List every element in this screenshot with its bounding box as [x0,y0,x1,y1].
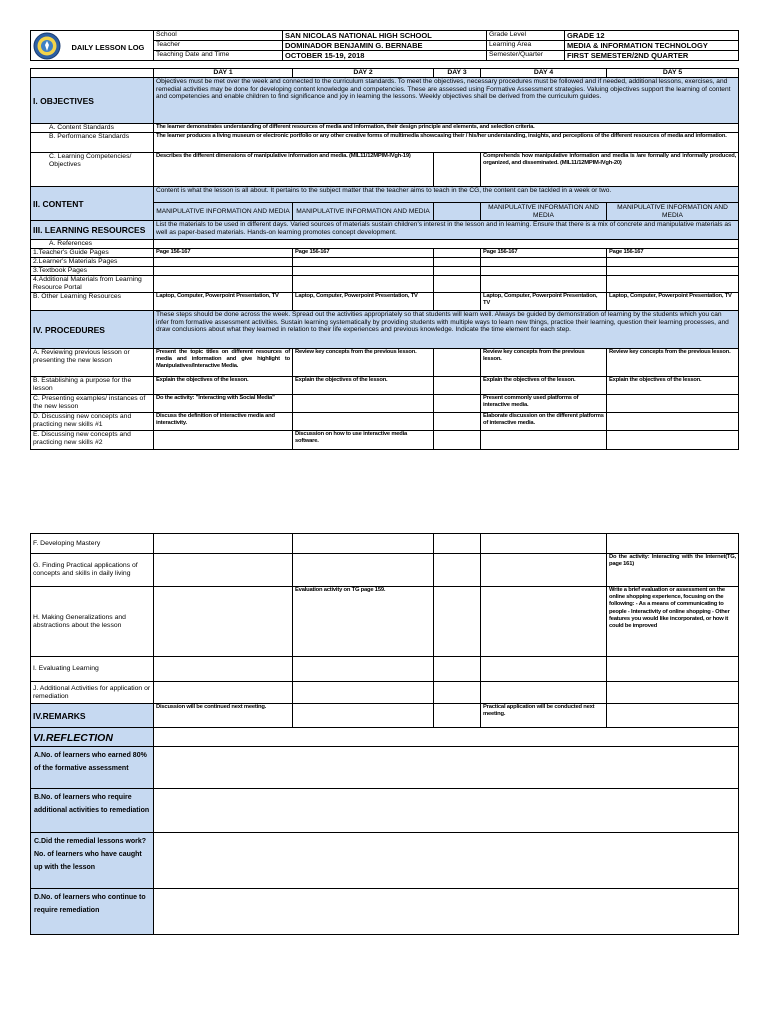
proc-g-day-1 [154,554,293,587]
procedures-info: These steps should be done across the week. Spread out the activities appropriately so that students will learn well. Always be guided by demonstration of learning by the students which you can infer from formative assessment activities. Sustain learning systematically by providing students with multiple ways to learn new things, practice their learning, question their learning processes, and draw conclusions about what they learned in relation to their life experiences and previous knowledge. Indicate the time element for each step. [154,311,739,349]
reflection-c-value [154,833,739,889]
content-title: II. CONTENT [31,187,154,221]
reflection-cell [154,728,739,747]
proc-h-day-5: Write a brief evaluation or assessment on the online shopping experience, focusing on the following: - As a means of communicating to people - Interactivity of online shopping - Other features you would like incorporated, or how it could be improved [607,587,739,657]
procedures-title: IV. PROCEDURES [31,311,154,349]
proc-g-label: G. Finding Practical applications of concepts and skills in daily living [31,554,154,587]
tb-day-3 [434,267,481,276]
learners-materials-label: 2.Learner's Materials Pages [31,258,154,267]
daily-lesson-log-title: DAILY LESSON LOG [71,42,145,52]
proc-b-day-3 [434,377,481,395]
day-2-header: DAY 2 [293,69,434,78]
proc-g-day-5: Do the activity: Interacting with the Internet(TG, page 161) [607,554,739,587]
learning-resources-title: III. LEARNING RESOURCES [31,221,154,240]
grade-level-label: Grade Level [487,31,565,41]
proc-b-day-4: Explain the objectives of the lesson. [481,377,607,395]
add-day-3 [434,276,481,293]
other-day-1: Laptop, Computer, Powerpoint Presentation, TV [154,293,293,311]
performance-standards-text: The learner produces a living museum or electronic portfolio or any other creative forms of multimedia showcasing their / his/her understanding, insights, and perceptions of the different resources of media and information. [154,133,739,153]
proc-d-label: D. Discussing new concepts and practicing new skills #1 [31,413,154,431]
reflection-a-label: A.No. of learners who earned 80% of the formative assessment [31,747,154,789]
proc-f-day-2 [293,534,434,554]
proc-c-day-1: Do the activity: "Interacting with Social Media" [154,395,293,413]
proc-j-day-3 [434,682,481,704]
content-day-3 [434,203,481,221]
lm-day-1 [154,258,293,267]
proc-h-day-3 [434,587,481,657]
proc-f-day-3 [434,534,481,554]
teaching-date-label: Teaching Date and Time [154,51,283,61]
school-label: School [154,31,283,41]
proc-i-day-1 [154,657,293,682]
lesson-plan-table-continued [30,533,739,935]
competencies-day-4: Comprehends how manipulative information and media is /are formally and informally produced, organized, and disseminated. (MIL11/12MPIM-IVgh-20) [481,153,739,187]
proc-h-label: H. Making Generalizations and abstractions about the lesson [31,587,154,657]
proc-d-day-5 [607,413,739,431]
other-resources-label: B. Other Learning Resources [31,293,154,311]
grade-level-value: GRADE 12 [565,31,739,41]
remarks-day-1: Discussion will be continued next meeting. [154,704,293,728]
other-day-2: Laptop, Computer, Powerpoint Presentation, TV [293,293,434,311]
school-value: SAN NICOLAS NATIONAL HIGH SCHOOL [283,31,487,41]
tg-day-3 [434,249,481,258]
add-day-4 [481,276,607,293]
reflection-a-value [154,747,739,789]
reflection-d-label: D.No. of learners who continue to require remediation [31,889,154,935]
proc-i-day-3 [434,657,481,682]
proc-a-day-1: Present the topic titles on different resources of media and information and give highlight to Manipulatives/Interactive Media. [154,349,293,377]
proc-f-day-1 [154,534,293,554]
lm-day-2 [293,258,434,267]
proc-b-day-2: Explain the objectives of the lesson. [293,377,434,395]
proc-i-day-5 [607,657,739,682]
reflection-d-value [154,889,739,935]
add-day-2 [293,276,434,293]
day-3-header: DAY 3 [434,69,481,78]
tg-day-4: Page 156-167 [481,249,607,258]
proc-d-day-2 [293,413,434,431]
remarks-day-5 [607,704,739,728]
proc-c-day-2 [293,395,434,413]
learning-area-label: Learning Area [487,41,565,51]
proc-a-day-5: Review key concepts from the previous lesson. [607,349,739,377]
teacher-value: DOMINADOR BENJAMIN G. BERNABE [283,41,487,51]
performance-standards-label: B. Performance Standards [31,133,154,153]
tb-day-2 [293,267,434,276]
competencies-day-1: Describes the different dimensions of manipulative information and media. (MIL11/12MPIM-IVgh-19) [154,153,434,187]
proc-h-day-4 [481,587,607,657]
content-info: Content is what the lesson is all about. It pertains to the subject matter that the teacher aims to teach in the CG, the content can be tackled in a week or two. [154,187,739,203]
remarks-title: IV.REMARKS [31,704,154,728]
other-day-5: Laptop, Computer, Powerpoint Presentation, TV [607,293,739,311]
proc-b-label: B. Establishing a purpose for the lesson [31,377,154,395]
proc-g-day-3 [434,554,481,587]
proc-e-day-5 [607,431,739,450]
proc-i-day-4 [481,657,607,682]
reflection-title [31,728,154,747]
lesson-plan-table [30,68,739,450]
lm-day-4 [481,258,607,267]
objectives-title: I. OBJECTIVES [31,78,154,124]
header-table [30,30,739,61]
reflection-title-text: VI.REFLECTION [33,732,113,744]
proc-g-day-2 [293,554,434,587]
proc-f-label: F. Developing Mastery [31,534,154,554]
proc-f-day-5 [607,534,739,554]
proc-e-day-4 [481,431,607,450]
tg-day-2: Page 156-167 [293,249,434,258]
tb-day-4 [481,267,607,276]
proc-c-day-4: Present commonly used platforms of interactive media. [481,395,607,413]
tb-day-1 [154,267,293,276]
proc-i-label: I. Evaluating Learning [31,657,154,682]
content-day-5: MANIPULATIVE INFORMATION AND MEDIA [607,203,739,221]
proc-j-label: J. Additional Activities for application or remediation [31,682,154,704]
proc-a-day-4: Review key concepts from the previous lesson. [481,349,607,377]
tg-day-1: Page 156-167 [154,249,293,258]
learning-resources-info: List the materials to be used in different days. Varied sources of materials sustain children's interest in the lesson and in learning. Ensure that there is a mix of concrete and manipulative materials as well as paper-based materials. Hands-on learning promotes concept development. [154,221,739,240]
day-1-header: DAY 1 [154,69,293,78]
day-4-header: DAY 4 [481,69,607,78]
proc-j-day-1 [154,682,293,704]
header-title-cell [31,31,154,61]
semester-value: FIRST SEMESTER/2ND QUARTER [565,51,739,61]
day-5-header: DAY 5 [607,69,739,78]
proc-e-day-2: Discussion on how to use interactive media software. [293,431,434,450]
reflection-b-label: B.No. of learners who require additional activities to remediation [31,789,154,833]
objectives-info: Objectives must be met over the week and connected to the curriculum standards. To meet the objectives, necessary procedures must be followed and if needed, additional lessons, exercises, and remedial activities may be done for developing content knowledge and competencies. These are assessed using Formative Assessment strategies. Valuing objectives support the learning of content and competencies and enable children to find significance and joy in learning the lessons. Weekly objectives shall be derived from the curriculum guides. [154,78,739,124]
proc-e-day-1 [154,431,293,450]
teachers-guide-label: 1.Teacher's Guide Pages [31,249,154,258]
learning-competencies-label: C. Learning Competencies/ Objectives [31,153,154,187]
proc-c-label: C. Presenting examples/ instances of the new lesson [31,395,154,413]
reflection-b-value [154,789,739,833]
learning-area-value: MEDIA & INFORMATION TECHNOLOGY [565,41,739,51]
proc-e-day-3 [434,431,481,450]
remarks-day-3 [434,704,481,728]
semester-label: Semester/Quarter [487,51,565,61]
textbook-pages-label: 3.Textbook Pages [31,267,154,276]
content-standards-label: A. Content Standards [31,124,154,133]
other-day-4: Laptop, Computer, Powerpoint Presentation, TV [481,293,607,311]
content-day-4: MANIPULATIVE INFORMATION AND MEDIA [481,203,607,221]
proc-j-day-5 [607,682,739,704]
proc-a-label: A. Reviewing previous lesson or presenting the new lesson [31,349,154,377]
remarks-day-2 [293,704,434,728]
references-cell [154,240,739,249]
proc-d-day-4: Elaborate discussion on the different platforms of interactive media. [481,413,607,431]
tg-day-5: Page 156-167 [607,249,739,258]
remarks-day-4: Practical application will be conducted next meeting. [481,704,607,728]
references-label: A. References [31,240,154,249]
tb-day-5 [607,267,739,276]
proc-j-day-4 [481,682,607,704]
add-day-5 [607,276,739,293]
teacher-label: Teacher [154,41,283,51]
lm-day-3 [434,258,481,267]
teaching-date-value: OCTOBER 15-19, 2018 [283,51,487,61]
proc-f-day-4 [481,534,607,554]
content-standards-text: The learner demonstrates understanding of different resources of media and information, their design principle and elements, and selection criteria. [154,124,739,133]
proc-i-day-2 [293,657,434,682]
content-day-2: MANIPULATIVE INFORMATION AND MEDIA [293,203,434,221]
proc-d-day-3 [434,413,481,431]
reflection-c-label: C.Did the remedial lessons work? No. of learners who have caught up with the lesson [31,833,154,889]
proc-c-day-3 [434,395,481,413]
competencies-day-3 [434,153,481,187]
corner-cell [31,69,154,78]
add-day-1 [154,276,293,293]
proc-h-day-2: Evaluation activity on TG page 159. [293,587,434,657]
school-seal-icon [33,32,61,60]
proc-j-day-2 [293,682,434,704]
proc-a-day-3 [434,349,481,377]
proc-e-label: E. Discussing new concepts and practicing new skills #2 [31,431,154,450]
other-day-3 [434,293,481,311]
proc-g-day-4 [481,554,607,587]
additional-materials-label: 4.Additional Materials from Learning Resource Portal [31,276,154,293]
content-day-1: MANIPULATIVE INFORMATION AND MEDIA [154,203,293,221]
proc-d-day-1: Discuss the definition of interactive media and interactivity. [154,413,293,431]
proc-h-day-1 [154,587,293,657]
proc-a-day-2: Review key concepts from the previous lesson. [293,349,434,377]
proc-c-day-5 [607,395,739,413]
proc-b-day-1: Explain the objectives of the lesson. [154,377,293,395]
proc-b-day-5: Explain the objectives of the lesson. [607,377,739,395]
lm-day-5 [607,258,739,267]
